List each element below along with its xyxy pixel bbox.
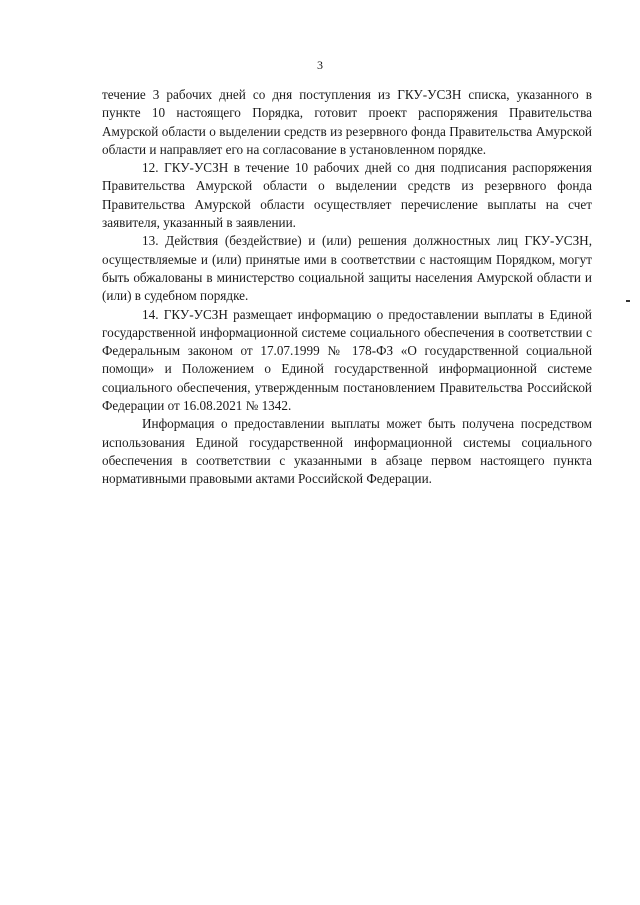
document-body bbox=[102, 86, 592, 489]
paragraph-continuation: течение 3 рабочих дней со дня поступления из ГКУ-УСЗН списка, указанного в пункте 10 настоящего Порядка, готовит проект распоряжения Правительства Амурской области о выделении средств из резервного фонда Правительства Амурской области и направляет его на согласование в установленном порядке. bbox=[102, 87, 592, 157]
paragraph-item-14: 14. ГКУ-УСЗН размещает информацию о предоставлении выплаты в Единой государственной информационной системе социального обеспечения в соответствии с Федеральным законом от 17.07.1999 № 178-ФЗ «О государственной социальной помощи» и Положением о Единой государственной информационной системе социального обеспечения, утвержденным постановлением Правительства Российской Федерации от 16.08.2021 № 1342. bbox=[102, 306, 592, 414]
paragraph-item-12: 12. ГКУ-УСЗН в течение 10 рабочих дней со дня подписания распоряжения Правительства Амурской области о выделении средств из резервного фонда Правительства Амурской области осуществляет перечисление выплаты на счет заявителя, указанный в заявлении. bbox=[102, 160, 592, 231]
paragraph-information: Информация о предоставлении выплаты может быть получена посредством использования Единой государственной информационной системы социального обеспечения в соответствии с указанными в абзаце первом настоящего пункта нормативными правовыми актами Российской Федерации. bbox=[102, 416, 592, 487]
margin-mark bbox=[626, 300, 630, 302]
page-number: 3 bbox=[317, 58, 323, 72]
paragraph-item-13: 13. Действия (бездействие) и (или) решения должностных лиц ГКУ-УСЗН, осуществляемые и (или) принятые ими в соответствии с настоящим Порядком, могут быть обжалованы в министерство социальной защиты населения Амурской области и (или) в судебном порядке. bbox=[102, 233, 592, 304]
